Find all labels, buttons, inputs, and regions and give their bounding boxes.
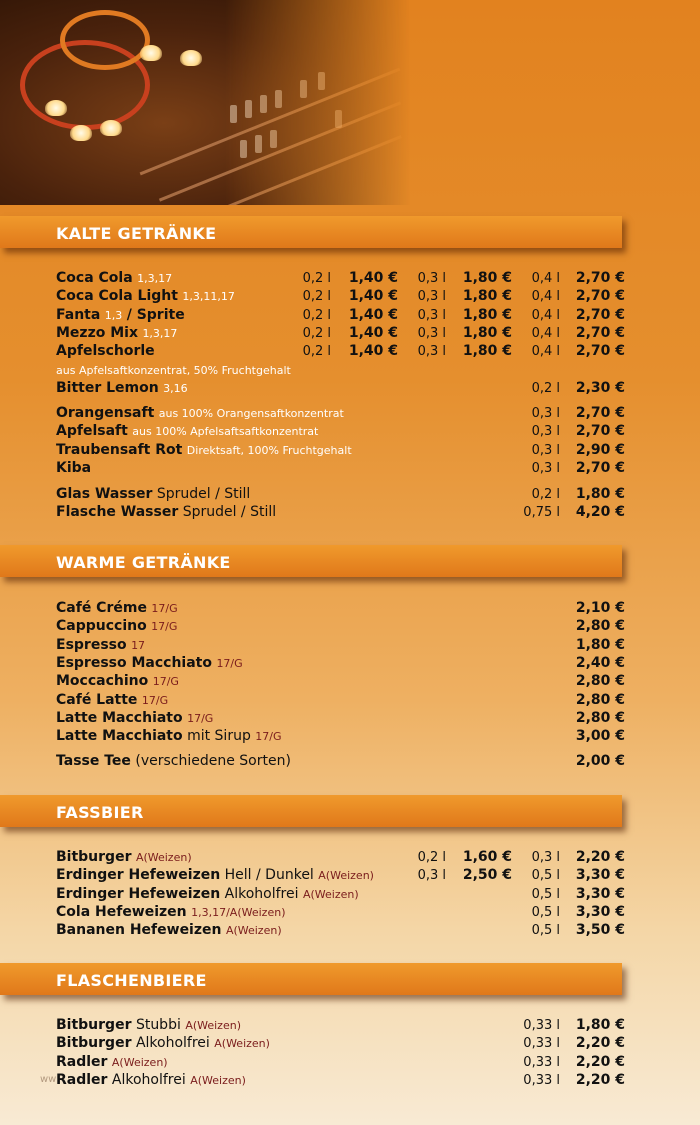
item-volume: 0,75 l [523,505,560,521]
item-note: A(Weizen) [190,1073,246,1087]
item-name: Glas Wasser [56,486,153,502]
volume-medium: 0,3 l [417,307,446,323]
menu-row [0,442,700,460]
item-note: 17/G [151,602,178,615]
item-detail: mit Sirup [187,728,251,745]
item-note: A(Weizen) [111,1055,168,1069]
item-volume: 0,3 l [531,406,560,421]
volume-small: 0,3 l [417,868,446,884]
volume-large: 0,4 l [531,271,560,286]
menu-row [0,904,700,922]
bar-photo [0,0,410,205]
item-price: 3,00 € [575,728,625,745]
menu-row [0,673,700,691]
menu-row [0,460,700,478]
item-price: 2,80 € [575,673,625,690]
item-note: A(Weizen) [225,924,282,938]
item-volume: 0,33 l [523,1072,560,1088]
price-medium: 1,80 € [462,270,512,286]
item-note: A(Weizen) [185,1019,241,1032]
price-medium: 1,80 € [462,343,512,360]
item-detail: Hell / Dunkel [224,867,314,884]
item-name: Orangensaft [56,405,155,421]
item-note: 17/G [152,675,179,689]
menu-row [0,849,700,867]
menu-row [0,710,700,728]
price-large: 2,70 € [575,288,625,305]
menu-row [0,637,700,655]
item-volume: 0,3 l [531,424,560,440]
item-note: A(Weizen) [214,1037,270,1051]
item-note: 1,3,17 [142,326,178,340]
item-note: 17/G [151,620,178,634]
item-price: 2,20 € [575,1071,625,1088]
item-volume: 0,5 l [531,923,560,939]
menu-row [0,1035,700,1053]
item-note: A(Weizen) [135,851,192,864]
item-price: 3,30 € [575,903,625,920]
volume-medium: 0,3 l [417,325,446,341]
item-name: Erdinger Hefeweizen [56,867,221,884]
item-note: 17/G [216,656,243,670]
price-small: 1,60 € [462,849,512,865]
volume-large: 0,4 l [531,325,560,341]
item-price: 2,80 € [575,618,625,635]
menu-row [0,504,700,522]
item-price: 3,50 € [575,922,625,939]
volume-medium: 0,3 l [417,344,446,360]
section-header-warme [0,545,622,577]
item-note: 17/G [141,693,169,707]
item-name: Cappuccino [56,618,147,635]
price-medium: 1,80 € [462,324,512,341]
volume-large: 0,4 l [531,289,560,305]
item-name: Bitter Lemon [56,380,159,396]
item-price: 2,40 € [575,654,625,671]
menu-row [0,600,700,618]
item-price: 2,70 € [575,405,625,421]
item-name: Café Créme [56,600,147,616]
section-header-flasche [0,963,622,995]
item-name-2: / Sprite [126,306,185,323]
menu-row [0,405,700,423]
item-name: Radler [56,1071,108,1088]
price-large: 2,70 € [575,343,625,360]
item-name: Mezzo Mix [56,324,138,341]
price-large: 2,70 € [575,270,625,286]
volume-small: 0,2 l [302,344,331,360]
price-small: 1,40 € [348,270,398,286]
item-volume: 0,5 l [531,904,560,920]
menu-row [0,486,700,504]
item-name: Kiba [56,459,92,476]
item-volume: 0,3 l [531,442,560,458]
item-price: 2,70 € [575,459,625,476]
item-volume: 0,5 l [531,886,560,902]
item-name: Café Latte [56,691,138,708]
item-price: 1,80 € [575,486,625,502]
volume-small: 0,2 l [417,850,446,865]
menu-row [0,867,700,885]
price-small: 1,40 € [348,306,398,323]
item-name: Apfelsaft [56,423,128,440]
item-price: 4,20 € [575,504,625,521]
item-volume: 0,33 l [523,1018,560,1033]
menu-row [0,1054,700,1072]
price-small: 1,40 € [348,324,398,341]
menu-row [0,692,700,710]
item-detail: Alkoholfrei [135,1035,210,1052]
section-title: FASSBIER [56,803,144,822]
item-note: 1,3 [104,308,123,322]
volume-large: 0,4 l [531,344,560,360]
price-medium: 1,80 € [462,306,512,323]
item-price: 2,80 € [575,691,625,708]
price-medium: 1,80 € [462,288,512,305]
item-price: 3,30 € [575,867,625,884]
item-note: Direktsaft, 100% Fruchtgehalt [186,443,352,457]
item-price: 2,70 € [575,423,625,440]
item-name: Bananen Hefeweizen [56,922,222,939]
section-header-fass [0,795,622,827]
item-note: 1,3,17 [137,272,173,285]
menu-row [0,307,700,325]
item-name: Moccachino [56,673,149,690]
item-note: 17/G [255,730,282,744]
menu-row [0,343,700,361]
volume-small: 0,2 l [302,325,331,341]
volume-large: 0,4 l [531,307,560,323]
menu-row [0,922,700,940]
item-note: 17 [131,638,146,652]
menu-row [0,270,700,288]
item-price: 2,00 € [575,753,625,769]
item-price: 1,80 € [575,1017,625,1033]
item-note: aus 100% Orangensaftkonzentrat [158,407,344,420]
menu-row [0,1072,700,1090]
item-volume: 0,2 l [531,381,560,396]
item-name: Apfelschorle [56,343,155,360]
item-detail: Sprudel / Still [182,504,277,521]
apfelschorle-note: aus Apfelsaftkonzentrat, 50% Fruchtgehalt [56,364,291,377]
menu-row [0,753,700,771]
item-price: 3,30 € [575,885,625,902]
volume-medium: 0,3 l [417,271,446,286]
menu-row [0,423,700,441]
item-detail: Alkoholfrei [111,1071,186,1088]
item-note: 1,3,17/A(Weizen) [191,905,286,919]
item-volume: 0,5 l [531,868,560,884]
item-note: 3,16 [163,382,188,395]
item-name: Bitburger [56,1017,132,1033]
item-price: 2,90 € [575,441,625,458]
item-name: Coca Cola [56,270,133,286]
item-volume: 0,3 l [531,460,560,476]
item-detail: Sprudel / Still [156,486,251,502]
item-price: 2,10 € [575,600,625,616]
item-detail: Alkoholfrei [224,885,299,902]
item-price: 2,20 € [575,1053,625,1070]
item-detail: (verschiedene Sorten) [135,753,291,769]
item-note: 17/G [187,711,214,725]
item-note: A(Weizen) [318,869,374,883]
menu-row [0,288,700,306]
section-title: WARME GETRÄNKE [56,553,231,572]
item-name: Cola Hefeweizen [56,903,187,920]
price-small: 2,50 € [462,867,512,884]
volume-small: 0,2 l [302,271,331,286]
item-note: aus 100% Apfelsaftsaftkonzentrat [132,425,319,439]
price-large: 2,70 € [575,324,625,341]
page-number: ww [40,1074,57,1085]
section-title: KALTE GETRÄNKE [56,224,217,243]
item-note: A(Weizen) [302,887,359,901]
item-name: Bitburger [56,849,132,865]
menu-row [0,618,700,636]
menu-row [0,655,700,673]
menu-row [0,728,700,746]
section-title: FLASCHENBIERE [56,971,207,990]
item-price: 2,20 € [575,1035,625,1052]
item-price: 2,80 € [575,709,625,726]
price-small: 1,40 € [348,343,398,360]
menu-row [0,380,700,398]
item-name: Fanta [56,306,101,323]
item-price: 2,30 € [575,380,625,396]
item-name: Radler [56,1053,108,1070]
item-name: Latte Macchiato [56,709,183,726]
item-price: 2,20 € [575,849,625,865]
item-name: Coca Cola Light [56,288,178,305]
price-large: 2,70 € [575,306,625,323]
item-name: Espresso Macchiato [56,654,212,671]
item-name: Bitburger [56,1035,132,1052]
item-price: 1,80 € [575,636,625,653]
item-name: Erdinger Hefeweizen [56,885,221,902]
item-volume: 0,33 l [523,1036,560,1052]
item-volume: 0,33 l [523,1054,560,1070]
item-note: 1,3,11,17 [182,290,235,304]
volume-medium: 0,3 l [417,289,446,305]
menu-row [0,886,700,904]
item-volume: 0,2 l [531,487,560,502]
item-name: Espresso [56,636,127,653]
item-name: Traubensaft Rot [56,441,183,458]
volume-small: 0,2 l [302,289,331,305]
item-name: Tasse Tee [56,753,131,769]
menu-row [0,325,700,343]
item-name: Flasche Wasser [56,504,179,521]
price-small: 1,40 € [348,288,398,305]
menu-row [0,1017,700,1035]
item-name: Latte Macchiato [56,728,183,745]
item-volume: 0,3 l [531,850,560,865]
section-header-kalte [0,216,622,248]
item-detail: Stubbi [135,1017,181,1033]
volume-small: 0,2 l [302,307,331,323]
